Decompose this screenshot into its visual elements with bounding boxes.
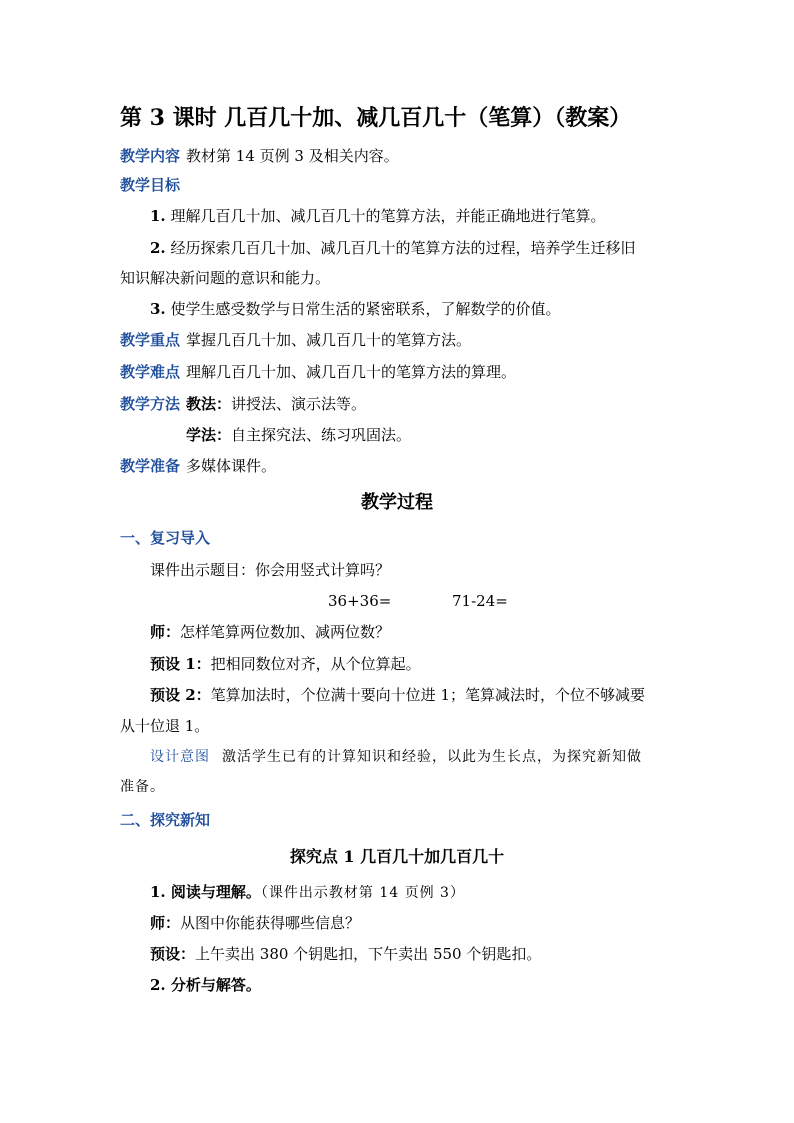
preset-text: 上午卖出 380 个钥匙扣，下午卖出 550 个钥匙扣。 (195, 945, 542, 963)
goal-number: 2. (150, 239, 166, 257)
content-label: 教学内容 (120, 147, 181, 165)
section1-heading (120, 528, 216, 548)
content-text: 教材第 14 页例 3 及相关内容。 (186, 147, 399, 165)
goal-item-2-cont: 知识解决新问题的意识和能力。 (120, 269, 331, 287)
equation-1: 36+36= (328, 592, 392, 610)
preset-2-label: 预设 2： (150, 686, 211, 704)
difficulty-line (120, 362, 516, 382)
equation-2: 71-24= (452, 592, 508, 610)
preset-2-line (150, 685, 645, 705)
difficulty-text: 理解几百几十加、减几百几十的笔算方法的算理。 (186, 363, 517, 381)
step-1-note: （课件出示教材第 14 页例 3） (260, 885, 465, 901)
step-1-label: 1. 阅读与理解。 (150, 883, 261, 901)
design-intent-line (150, 747, 642, 767)
key-point-line (120, 330, 471, 350)
design-intent-text: 激活学生已有的计算知识和经验，以此为生长点，为探究新知做 (222, 749, 642, 765)
teacher-text: 从图中你能获得哪些信息？ (180, 914, 361, 932)
goal-text: 经历探索几百几十加、减几百几十的笔算方法的过程，培养学生迁移旧 (170, 239, 636, 257)
teacher-label: 师： (150, 623, 181, 641)
prep-label: 教学准备 (120, 457, 181, 475)
learn-method-text: 自主探究法、练习巩固法。 (231, 426, 412, 444)
goal-text: 理解几百几十加、减几百几十的笔算方法，并能正确地进行笔算。 (170, 207, 606, 225)
goal-text: 使学生感受数学与日常生活的紧密联系，了解数学的价值。 (170, 300, 561, 318)
preset-1-label: 预设 1： (150, 655, 211, 673)
preset-label: 预设： (150, 945, 196, 963)
goal-item-2 (150, 238, 635, 258)
page-title: 第 3 课时 几百几十加、减几百几十（笔算）（教案） (120, 105, 632, 131)
step-2-line (150, 975, 261, 995)
goals-label: 教学目标 (120, 176, 181, 194)
section1-teacher-line (150, 622, 390, 642)
difficulty-label: 教学难点 (120, 363, 181, 381)
preset-1-line (150, 654, 421, 674)
key-point-text: 掌握几百几十加、减几百几十的笔算方法。 (186, 331, 472, 349)
section1-heading-text: 一、复习导入 (120, 529, 211, 547)
section2-preset-line (150, 944, 541, 964)
goals-heading (120, 175, 186, 195)
preset-2-text: 笔算加法时，个位满十要向十位进 1；笔算减法时，个位不够减要 (210, 686, 645, 704)
teacher-label: 师： (150, 914, 181, 932)
teach-method-label: 教法： (186, 395, 232, 413)
preset-2-cont: 从十位退 1。 (120, 717, 210, 735)
step-2-label: 2. 分析与解答。 (150, 976, 261, 994)
preset-1-text: 把相同数位对齐，从个位算起。 (210, 655, 421, 673)
process-title: 教学过程 (361, 492, 433, 513)
section2-teacher-line (150, 913, 360, 933)
explore-point-title: 探究点 1 几百几十加几百几十 (289, 847, 505, 866)
prep-line (120, 456, 276, 476)
teacher-text: 怎样笔算两位数加、减两位数？ (180, 623, 391, 641)
design-intent-label: 设计意图 (150, 749, 210, 765)
content-line (120, 146, 399, 166)
prep-text: 多媒体课件。 (186, 457, 277, 475)
step-1-line (150, 882, 465, 903)
section1-prompt: 课件出示题目：你会用竖式计算吗？ (150, 561, 391, 579)
section2-heading (120, 810, 216, 830)
teach-method-text: 讲授法、演示法等。 (231, 395, 367, 413)
methods-line (120, 394, 366, 414)
learn-method-label: 学法： (186, 426, 232, 444)
goal-number: 3. (150, 300, 166, 318)
section2-heading-text: 二、探究新知 (120, 811, 211, 829)
goal-item-3 (150, 299, 560, 319)
design-intent-cont: 准备。 (120, 779, 165, 795)
methods-label: 教学方法 (120, 395, 181, 413)
key-point-label: 教学重点 (120, 331, 181, 349)
learn-method-line (186, 425, 411, 445)
goal-item-1 (150, 206, 605, 226)
goal-number: 1. (150, 207, 166, 225)
